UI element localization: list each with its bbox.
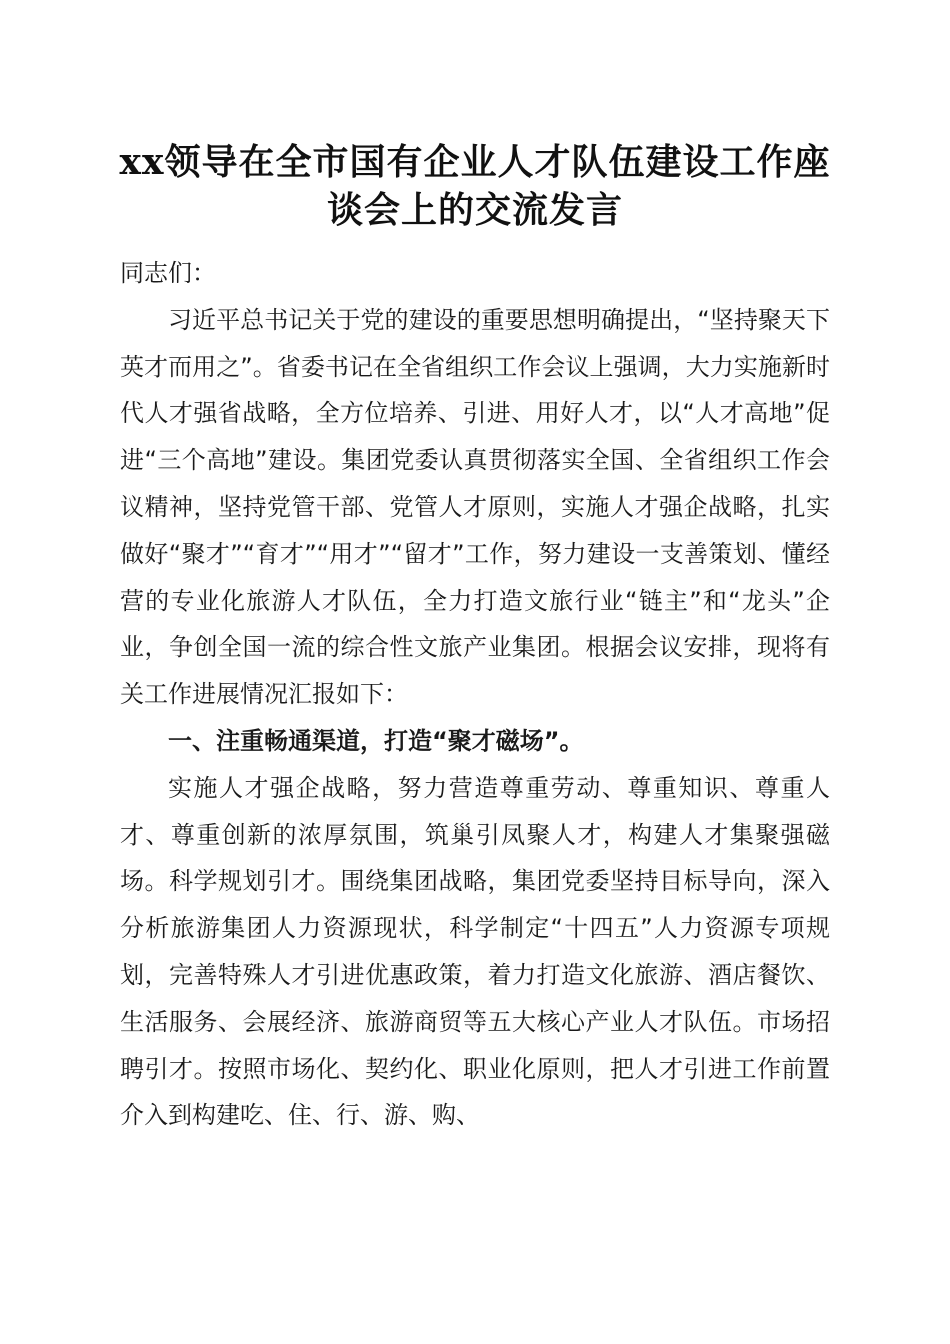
document-title <box>80 138 870 234</box>
section-heading-1: 一、注重畅通渠道，打造“聚才磁场”。 <box>168 726 584 755</box>
title-line-1: xx领导在全市国有企业人才队伍建设工作座 <box>119 141 831 183</box>
title-line-2: 谈会上的交流发言 <box>326 189 623 231</box>
paragraph-intro: 习近平总书记关于党的建设的重要思想明确提出，“坚持聚天下英才而用之”。省委书记在全省组织工作会议上强调，大力实施新时代人才强省战略，全方位培养、引进、用好人才，以“人才高地”促进“三个高地”建设。集团党委认真贯彻落实全国、全省组织工作会议精神，坚持党管干部、党管人才原则，实施人才强企战略，扎实做好“聚才”“育才”“用才”“留才”工作，努力建设一支善策划、懂经营的专业化旅游人才队伍，全力打造文旅行业“链主”和“龙头”企业，争创全国一流的综合性文旅产业集团。根据会议安排，现将有关工作进展情况汇报如下： <box>120 305 830 709</box>
document-body <box>120 250 830 1139</box>
salutation: 同志们： <box>120 259 216 287</box>
paragraph-section-1: 实施人才强企战略，努力营造尊重劳动、尊重知识、尊重人才、尊重创新的浓厚氛围，筑巢引凤聚人才，构建人才集聚强磁场。科学规划引才。围绕集团战略，集团党委坚持目标导向，深入分析旅游集团人力资源现状，科学制定“十四五”人力资源专项规划，完善特殊人才引进优惠政策，着力打造文化旅游、酒店餐饮、生活服务、会展经济、旅游商贸等五大核心产业人才队伍。市场招聘引才。按照市场化、契约化、职业化原则，把人才引进工作前置介入到构建吃、住、行、游、购、 <box>120 773 830 1130</box>
